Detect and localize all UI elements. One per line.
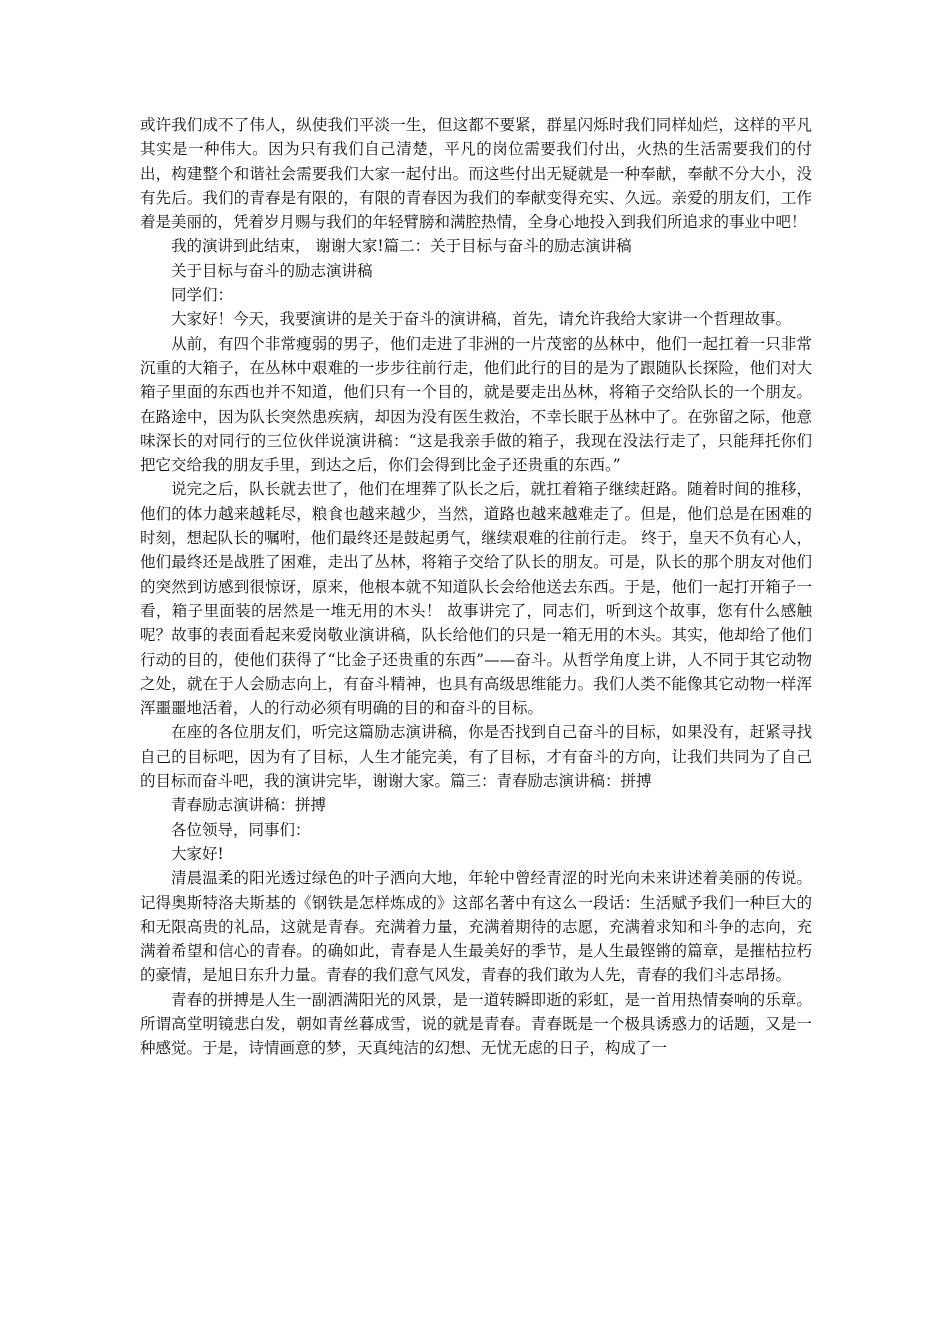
salutation-students: 同学们： bbox=[171, 286, 234, 305]
paragraph-closing: 在座的各位朋友们，听完这篇励志演讲稿，你是否找到自己奋斗的目标，如果没有，赶紧寻找自己的目标吧，因为有了目标，人生才能完美，有了目标，才有奋斗的方向，让我们共同为了自己的目标而奋斗吧，我的演讲完毕，谢谢大家。篇三：青春励志演讲稿：拼搏 bbox=[140, 723, 812, 791]
paragraph-greeting: 大家好！今天，我要演讲的是关于奋斗的演讲稿，首先，请允许我给大家讲一个哲理故事。 bbox=[171, 310, 792, 329]
paragraph-youth-2: 青春的拼搏是人生一副洒满阳光的风景，是一道转瞬即逝的彩虹，是一首用热情奏响的乐章。所谓高堂明镜悲白发，朝如青丝暮成雪，说的就是青春。青春既是一个极具诱惑力的话题，又是一种感觉。于是，诗情画意的梦，天真纯洁的幻想、无忧无虑的日子，构成了一 bbox=[140, 990, 812, 1058]
paragraph-youth-1: 清晨温柔的阳光透过绿色的叶子洒向大地，年轮中曾经青涩的时光向未来讲述着美丽的传说。记得奥斯特洛夫斯基的《钢铁是怎样炼成的》这部名著中有这么一段话：生活赋予我们一种巨大的和无限高贵的礼品，这就是青春。充满着力量，充满着期待的志愿，充满着求知和斗争的志向，充满着希望和信心的青春。的确如此，青春是人生最美好的季节，是人生最铿锵的篇章，是摧枯拉朽的豪情，是旭日东升力量。青春的我们意气风发，青春的我们敢为人先，青春的我们斗志昂扬。 bbox=[140, 869, 812, 985]
paragraph-hello: 大家好! bbox=[171, 844, 224, 863]
paragraph-2: 我的演讲到此结束， 谢谢大家!篇二：关于目标与奋斗的励志演讲稿 bbox=[171, 237, 632, 256]
document-body bbox=[140, 113, 812, 1061]
paragraph-story-1: 从前，有四个非常瘦弱的男子，他们走进了非洲的一片茂密的丛林中，他们一起扛着一只非常沉重的大箱子，在丛林中艰难的一步步往前行走，他们此行的目的是为了跟随队长探险，他们对大箱子里面的东西也并不知道，他们只有一个目的，就是要走出丛林，将箱子交给队长的一个朋友。在路途中，因为队长突然患疾病，却因为没有医生救治，不幸长眠于丛林中了。在弥留之际，他意味深长的对同行的三位伙伴说演讲稿：“这是我亲手做的箱子，我现在没法行走了，只能拜托你们把它交给我的朋友手里，到达之后，你们会得到比金子还贵重的东西。” bbox=[140, 334, 812, 475]
section-title-3: 青春励志演讲稿：拼搏 bbox=[171, 796, 327, 815]
section-title-2: 关于目标与奋斗的励志演讲稿 bbox=[171, 261, 373, 280]
salutation-leaders: 各位领导，同事们： bbox=[171, 820, 311, 839]
paragraph-story-2: 说完之后，队长就去世了，他们在埋葬了队长之后，就扛着箱子继续赶路。随着时间的推移，他们的体力越来越耗尽，粮食也越来越少，当然，道路也越来越难走了。但是，他们总是在困难的时刻，想起队长的嘱咐，他们最终还是鼓起勇气，继续艰难的往前行走。 终于，皇天不负有心人，他们最终还是战胜了困难，走出了丛林，将箱子交给了队长的朋友。可是，队长的那个朋友对他们的突然到访感到很惊讶，原来，他根本就不知道队长会给他送去东西。于是，他们一起打开箱子一看，箱子里面装的居然是一堆无用的木头！ 故事讲完了，同志们，听到这个故事，您有什么感触呢？故事的表面看起来爱岗敬业演讲稿，队长给他们的只是一箱无用的木头。其实，他却给了他们行动的目的，使他们获得了“比金子还贵重的东西”——奋斗。从哲学角度上讲，人不同于其它动物之处，就在于人会励志向上，有奋斗精神，也具有高级思维能力。我们人类不能像其它动物一样浑浑噩噩地活着，人的行动必须有明确的目的和奋斗的目标。 bbox=[140, 480, 812, 718]
paragraph-1: 或许我们成不了伟人，纵使我们平淡一生，但这都不要紧，群星闪烁时我们同样灿烂，这样的平凡其实是一种伟大。因为只有我们自己清楚，平凡的岗位需要我们付出，火热的生活需要我们的付出，构建整个和谐社会需要我们大家一起付出。而这些付出无疑就是一种奉献，奉献不分大小，没有先后。我们的青春是有限的，有限的青春因为我们的奉献变得充实、久远。亲爱的朋友们，工作着是美丽的，凭着岁月赐与我们的年轻臂膀和满腔热情，全身心地投入到我们所追求的事业中吧！ bbox=[140, 116, 812, 232]
